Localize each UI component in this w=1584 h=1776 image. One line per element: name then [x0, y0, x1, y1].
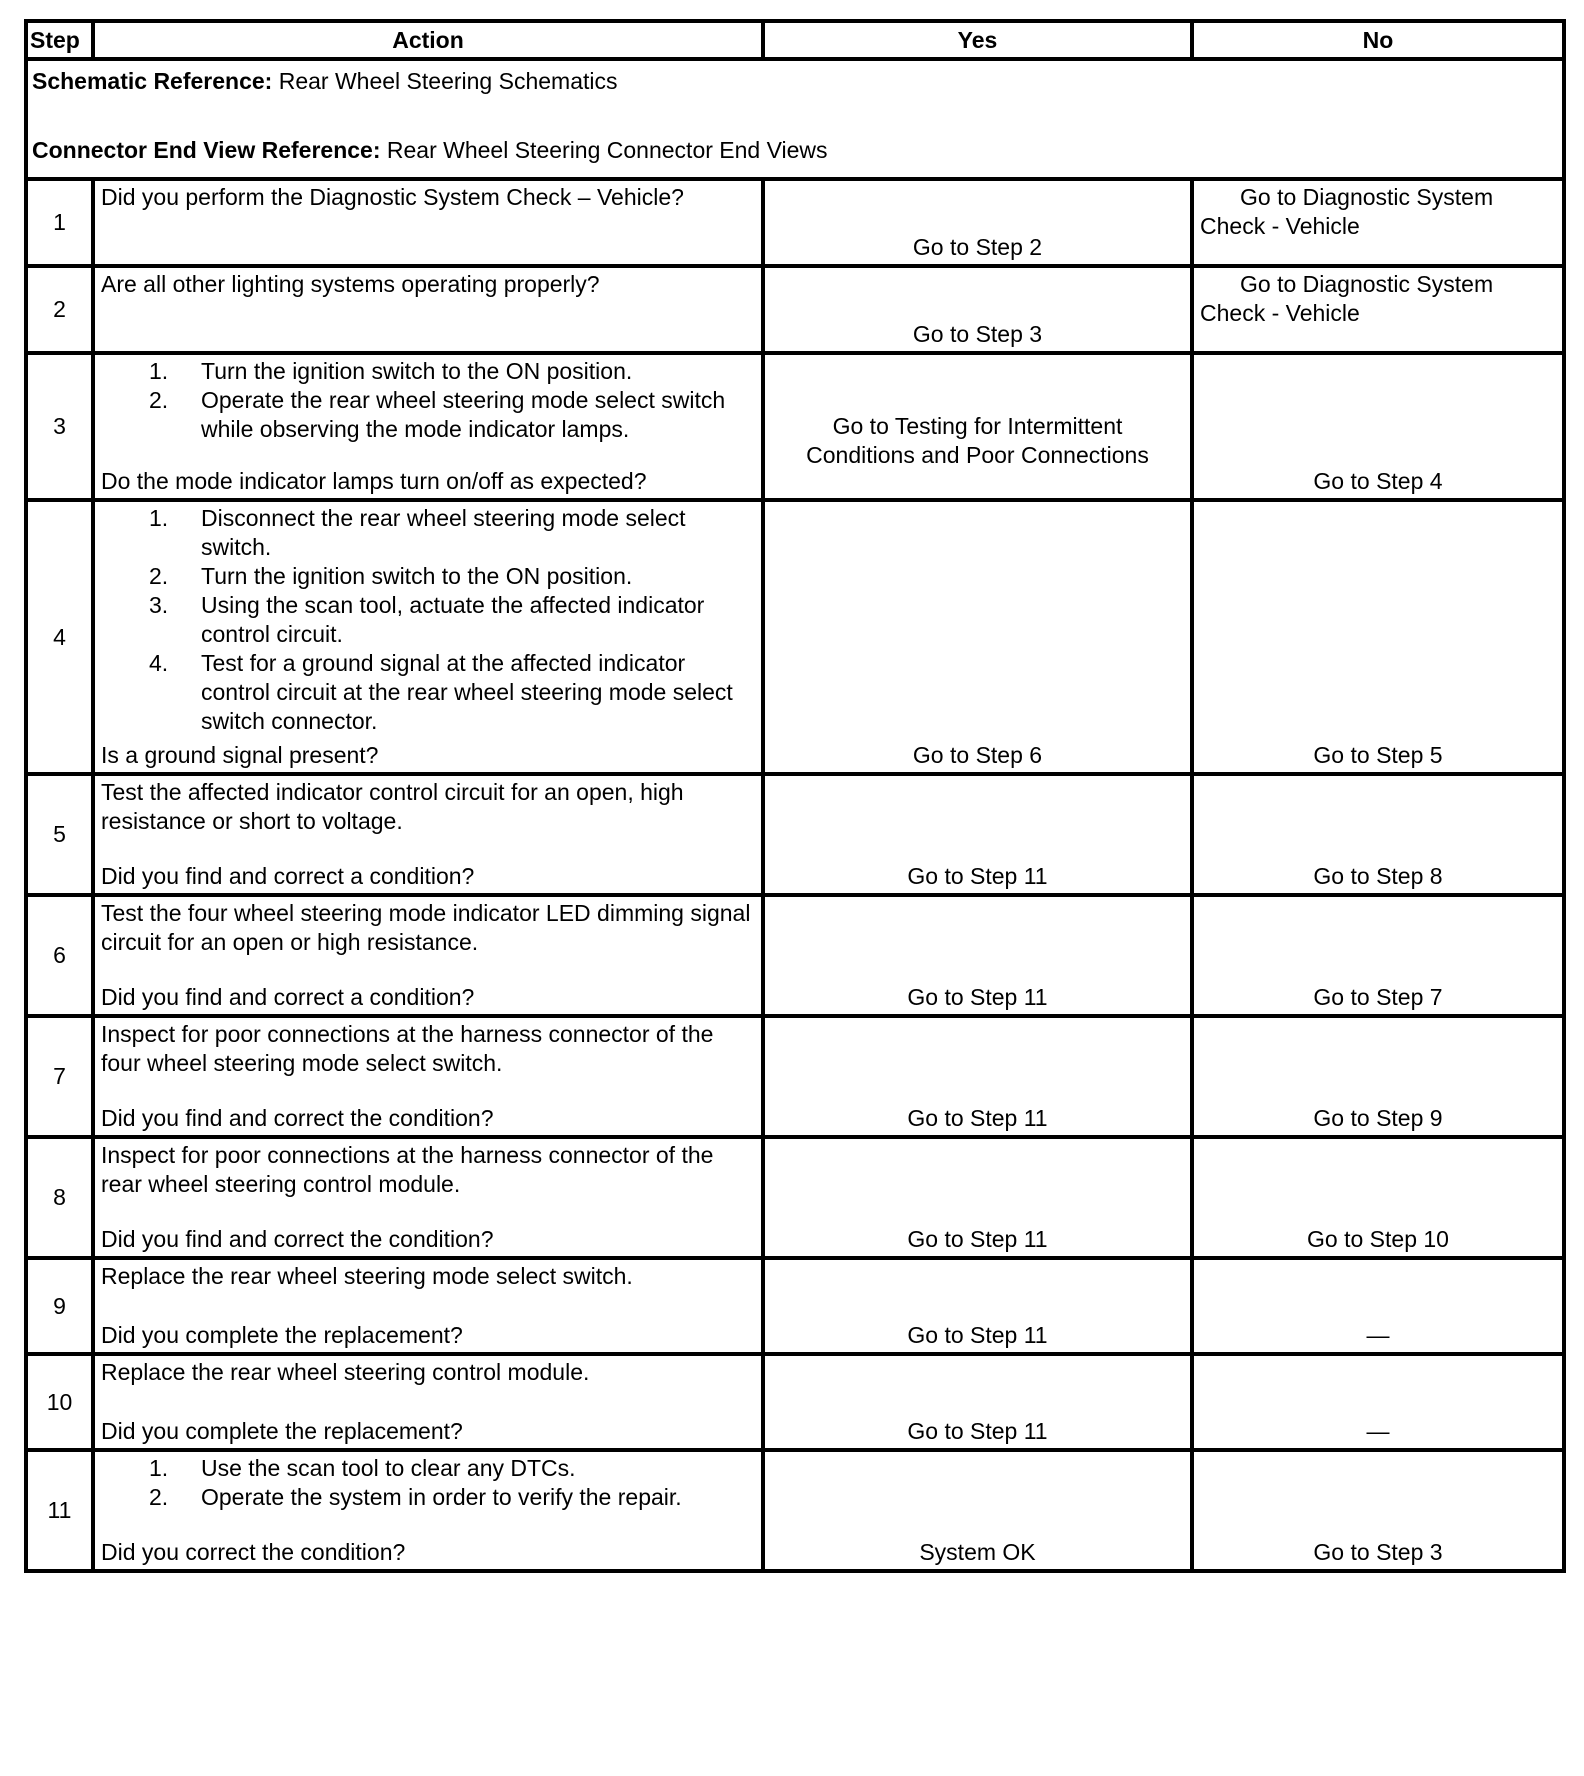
yes-cell — [763, 1450, 1192, 1571]
connector-reference-label: Connector End View Reference: — [32, 137, 381, 163]
action-cell — [93, 774, 763, 895]
table-row — [26, 1450, 1564, 1571]
header-action: Action — [93, 21, 763, 59]
step-number: 8 — [26, 1137, 93, 1258]
references-row — [26, 59, 1564, 179]
connector-reference — [32, 136, 1558, 165]
table-row — [26, 1016, 1564, 1137]
substep: 1. Use the scan tool to clear any DTCs. — [149, 1455, 576, 1481]
no-link[interactable]: Go to Step 7 — [1313, 984, 1443, 1010]
table-row — [26, 1258, 1564, 1354]
no-cell — [1192, 1258, 1564, 1354]
yes-cell — [763, 1137, 1192, 1258]
substep: 1. Turn the ignition switch to the ON position. — [149, 358, 633, 384]
no-dash: — — [1366, 1418, 1390, 1444]
table-row — [26, 266, 1564, 353]
substep: 2. Operate the rear wheel steering mode select switch while observing the mode indicator lamps. — [149, 387, 726, 442]
action-question: Did you complete the replacement? — [101, 1322, 463, 1348]
action-cell — [93, 1258, 763, 1354]
action-text: Replace the rear wheel steering control module. — [101, 1359, 590, 1385]
action-cell — [93, 179, 763, 266]
table-row — [26, 774, 1564, 895]
yes-link[interactable]: Go to Step 3 — [912, 321, 1043, 347]
yes-link[interactable]: Go to Step 11 — [907, 1105, 1048, 1131]
step-number: 7 — [26, 1016, 93, 1137]
yes-link[interactable]: Go to Step 11 — [907, 863, 1048, 889]
schematic-reference-label: Schematic Reference: — [32, 68, 273, 94]
action-question: Did you correct the condition? — [101, 1539, 406, 1565]
table-row — [26, 1137, 1564, 1258]
no-link[interactable]: Go to Step 3 — [1313, 1539, 1443, 1565]
substep-list — [101, 1454, 755, 1512]
step-number: 1 — [26, 179, 93, 266]
action-text: Inspect for poor connections at the harness connector of the four wheel steering mode select switch. — [101, 1021, 714, 1076]
no-link[interactable]: Go to Step 8 — [1313, 863, 1443, 889]
action-cell — [93, 895, 763, 1016]
action-question: Did you find and correct a condition? — [101, 863, 475, 889]
no-link-line2[interactable]: Check - Vehicle — [1200, 300, 1360, 326]
yes-cell — [763, 266, 1192, 353]
no-cell — [1192, 500, 1564, 774]
no-link[interactable]: Go to Step 10 — [1307, 1226, 1449, 1252]
header-row — [26, 21, 1564, 59]
no-cell — [1192, 1137, 1564, 1258]
table-row — [26, 895, 1564, 1016]
action-cell — [93, 1354, 763, 1450]
action-text: Test the four wheel steering mode indicator LED dimming signal circuit for an open or high resistance. — [101, 900, 751, 955]
no-cell — [1192, 179, 1564, 266]
yes-cell — [763, 1354, 1192, 1450]
substep: 1. Disconnect the rear wheel steering mode select switch. — [149, 505, 686, 560]
references-cell — [26, 59, 1564, 179]
yes-status: System OK — [919, 1539, 1036, 1565]
yes-link[interactable]: Go to Step 2 — [912, 234, 1043, 260]
yes-cell — [763, 895, 1192, 1016]
header-no: No — [1192, 21, 1564, 59]
step-number: 9 — [26, 1258, 93, 1354]
action-question: Did you complete the replacement? — [101, 1418, 463, 1444]
action-text: Test the affected indicator control circuit for an open, high resistance or short to voltage. — [101, 779, 684, 834]
action-cell — [93, 266, 763, 353]
substep: 2. Turn the ignition switch to the ON position. — [149, 563, 633, 589]
yes-cell — [763, 500, 1192, 774]
action-question: Did you find and correct the condition? — [101, 1226, 494, 1252]
action-cell — [93, 1450, 763, 1571]
action-text: Inspect for poor connections at the harness connector of the rear wheel steering control module. — [101, 1142, 714, 1197]
schematic-reference — [32, 67, 1558, 96]
no-cell — [1192, 1450, 1564, 1571]
action-question: Do the mode indicator lamps turn on/off as expected? — [101, 468, 647, 494]
no-link[interactable]: Go to Step 5 — [1313, 742, 1443, 768]
substep: 2. Operate the system in order to verify the repair. — [149, 1484, 682, 1510]
yes-cell — [763, 353, 1192, 500]
action-cell — [93, 500, 763, 774]
table-row — [26, 500, 1564, 774]
yes-cell — [763, 1258, 1192, 1354]
no-cell — [1192, 1354, 1564, 1450]
step-number: 5 — [26, 774, 93, 895]
no-link[interactable]: Go to Step 4 — [1313, 468, 1443, 494]
action-text: Are all other lighting systems operating properly? — [101, 271, 600, 297]
action-cell — [93, 353, 763, 500]
yes-cell — [763, 774, 1192, 895]
header-step: Step — [26, 21, 93, 59]
step-number: 11 — [26, 1450, 93, 1571]
step-number: 4 — [26, 500, 93, 774]
step-number: 6 — [26, 895, 93, 1016]
no-cell — [1192, 266, 1564, 353]
substep-list — [101, 504, 755, 736]
no-dash: — — [1366, 1322, 1390, 1348]
no-cell — [1192, 895, 1564, 1016]
connector-reference-link[interactable]: Rear Wheel Steering Connector End Views — [380, 137, 828, 163]
action-cell — [93, 1016, 763, 1137]
yes-cell — [763, 179, 1192, 266]
substep: 4. Test for a ground signal at the affected indicator control circuit at the rear wheel steering mode select switch connector. — [149, 650, 733, 734]
yes-link[interactable]: Go to Step 11 — [907, 984, 1048, 1010]
table-row — [26, 179, 1564, 266]
yes-link[interactable]: Go to Step 11 — [907, 1322, 1048, 1348]
yes-cell — [763, 1016, 1192, 1137]
step-number: 3 — [26, 353, 93, 500]
schematic-reference-link[interactable]: Rear Wheel Steering Schematics — [272, 68, 618, 94]
table-row — [26, 1354, 1564, 1450]
no-cell — [1192, 1016, 1564, 1137]
action-text: Did you perform the Diagnostic System Check – Vehicle? — [101, 184, 684, 210]
yes-link[interactable]: Go to Step 11 — [907, 1418, 1048, 1444]
substep: 3. Using the scan tool, actuate the affected indicator control circuit. — [149, 592, 705, 647]
action-text: Replace the rear wheel steering mode select switch. — [101, 1263, 633, 1289]
yes-link[interactable]: Go to Step 6 — [912, 742, 1043, 768]
no-link-line1[interactable]: Go to Diagnostic System — [1240, 271, 1494, 297]
no-link[interactable]: Go to Step 9 — [1313, 1105, 1443, 1131]
step-number: 2 — [26, 266, 93, 353]
no-link-line2[interactable]: Check - Vehicle — [1200, 213, 1360, 239]
substep-list — [101, 357, 755, 444]
action-question: Did you find and correct a condition? — [101, 984, 475, 1010]
action-question: Is a ground signal present? — [101, 742, 379, 768]
no-link-line1[interactable]: Go to Diagnostic System — [1240, 184, 1494, 210]
action-question: Did you find and correct the condition? — [101, 1105, 494, 1131]
action-cell — [93, 1137, 763, 1258]
diagnostic-table — [24, 19, 1566, 1573]
no-cell — [1192, 774, 1564, 895]
step-number: 10 — [26, 1354, 93, 1450]
header-yes: Yes — [763, 21, 1192, 59]
yes-link[interactable]: Go to Testing for Intermittent Conditions and Poor Connections — [806, 412, 1149, 468]
yes-link[interactable]: Go to Step 11 — [907, 1226, 1048, 1252]
no-cell — [1192, 353, 1564, 500]
table-row — [26, 353, 1564, 500]
